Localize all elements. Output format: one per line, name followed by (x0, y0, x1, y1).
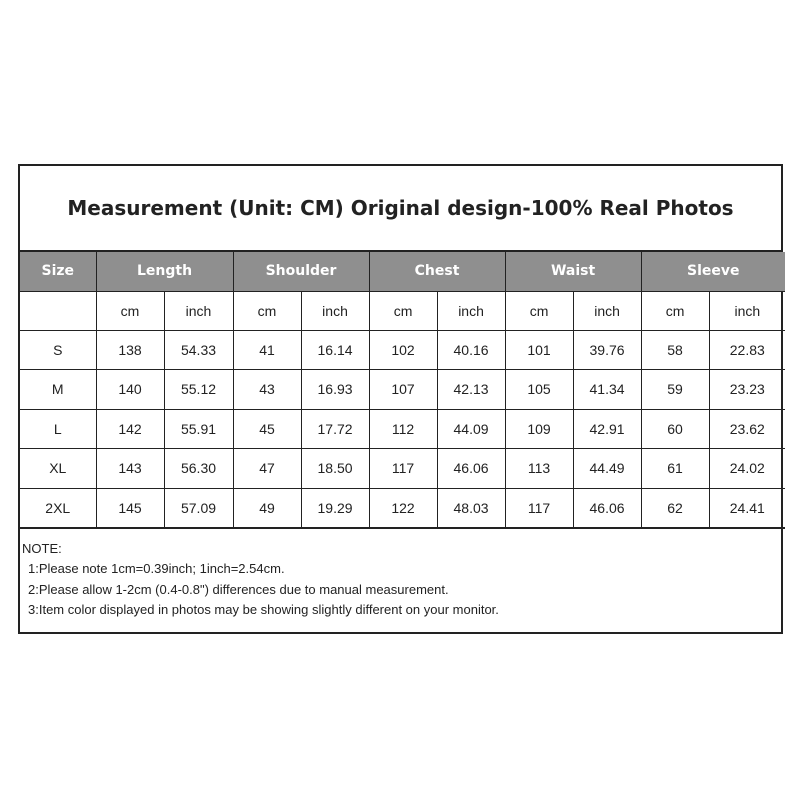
unit-cell: cm (505, 291, 573, 330)
value-cell: 19.29 (301, 488, 369, 528)
value-cell: 45 (233, 409, 301, 449)
header-sleeve: Sleeve (641, 252, 785, 291)
value-cell: 16.14 (301, 330, 369, 370)
unit-cell: inch (301, 291, 369, 330)
table-row (20, 409, 785, 449)
value-cell: 43 (233, 370, 301, 410)
value-cell: 42.91 (573, 409, 641, 449)
value-cell: 49 (233, 488, 301, 528)
unit-cell: inch (437, 291, 505, 330)
notes-section (20, 529, 781, 621)
value-cell: 22.83 (709, 330, 785, 370)
size-cell: M (20, 370, 96, 410)
value-cell: 105 (505, 370, 573, 410)
value-cell: 56.30 (164, 449, 233, 489)
value-cell: 58 (641, 330, 709, 370)
value-cell: 42.13 (437, 370, 505, 410)
value-cell: 117 (505, 488, 573, 528)
value-cell: 41.34 (573, 370, 641, 410)
value-cell: 138 (96, 330, 164, 370)
size-cell: S (20, 330, 96, 370)
value-cell: 17.72 (301, 409, 369, 449)
size-cell: XL (20, 449, 96, 489)
value-cell: 102 (369, 330, 437, 370)
value-cell: 44.09 (437, 409, 505, 449)
unit-cell: cm (233, 291, 301, 330)
unit-cell: inch (164, 291, 233, 330)
value-cell: 41 (233, 330, 301, 370)
size-cell: 2XL (20, 488, 96, 528)
notes-heading: NOTE: (22, 540, 62, 556)
header-waist: Waist (505, 252, 641, 291)
value-cell: 109 (505, 409, 573, 449)
value-cell: 145 (96, 488, 164, 528)
value-cell: 18.50 (301, 449, 369, 489)
unit-cell: cm (641, 291, 709, 330)
value-cell: 24.41 (709, 488, 785, 528)
unit-cell: cm (369, 291, 437, 330)
value-cell: 47 (233, 449, 301, 489)
unit-cell: inch (573, 291, 641, 330)
value-cell: 59 (641, 370, 709, 410)
note-line-3: 3:Item color displayed in photos may be showing slightly different on your monitor. (28, 602, 499, 617)
value-cell: 57.09 (164, 488, 233, 528)
header-length: Length (96, 252, 233, 291)
value-cell: 55.91 (164, 409, 233, 449)
value-cell: 60 (641, 409, 709, 449)
header-shoulder: Shoulder (233, 252, 369, 291)
value-cell: 117 (369, 449, 437, 489)
value-cell: 62 (641, 488, 709, 528)
value-cell: 39.76 (573, 330, 641, 370)
chart-title: Measurement (Unit: CM) Original design-100% Real Photos (67, 196, 734, 220)
value-cell: 113 (505, 449, 573, 489)
value-cell: 101 (505, 330, 573, 370)
unit-cell: cm (96, 291, 164, 330)
value-cell: 48.03 (437, 488, 505, 528)
unit-cell-empty (20, 291, 96, 330)
value-cell: 23.62 (709, 409, 785, 449)
note-line-2: 2:Please allow 1-2cm (0.4-0.8") differences due to manual measurement. (28, 581, 449, 597)
value-cell: 23.23 (709, 370, 785, 410)
title-row (20, 166, 781, 252)
measurement-table (20, 252, 785, 529)
value-cell: 143 (96, 449, 164, 489)
value-cell: 46.06 (573, 488, 641, 528)
value-cell: 142 (96, 409, 164, 449)
table-row (20, 370, 785, 410)
header-size: Size (20, 252, 96, 291)
table-row (20, 330, 785, 370)
value-cell: 16.93 (301, 370, 369, 410)
value-cell: 40.16 (437, 330, 505, 370)
header-chest: Chest (369, 252, 505, 291)
header-row (20, 252, 785, 291)
value-cell: 55.12 (164, 370, 233, 410)
value-cell: 54.33 (164, 330, 233, 370)
unit-row (20, 291, 785, 330)
value-cell: 24.02 (709, 449, 785, 489)
value-cell: 122 (369, 488, 437, 528)
note-line-1: 1:Please note 1cm=0.39inch; 1inch=2.54cm. (28, 561, 285, 576)
unit-cell: inch (709, 291, 785, 330)
size-chart (18, 164, 783, 634)
value-cell: 46.06 (437, 449, 505, 489)
value-cell: 112 (369, 409, 437, 449)
value-cell: 61 (641, 449, 709, 489)
value-cell: 140 (96, 370, 164, 410)
value-cell: 107 (369, 370, 437, 410)
table-row (20, 449, 785, 489)
table-row (20, 488, 785, 528)
size-cell: L (20, 409, 96, 449)
value-cell: 44.49 (573, 449, 641, 489)
